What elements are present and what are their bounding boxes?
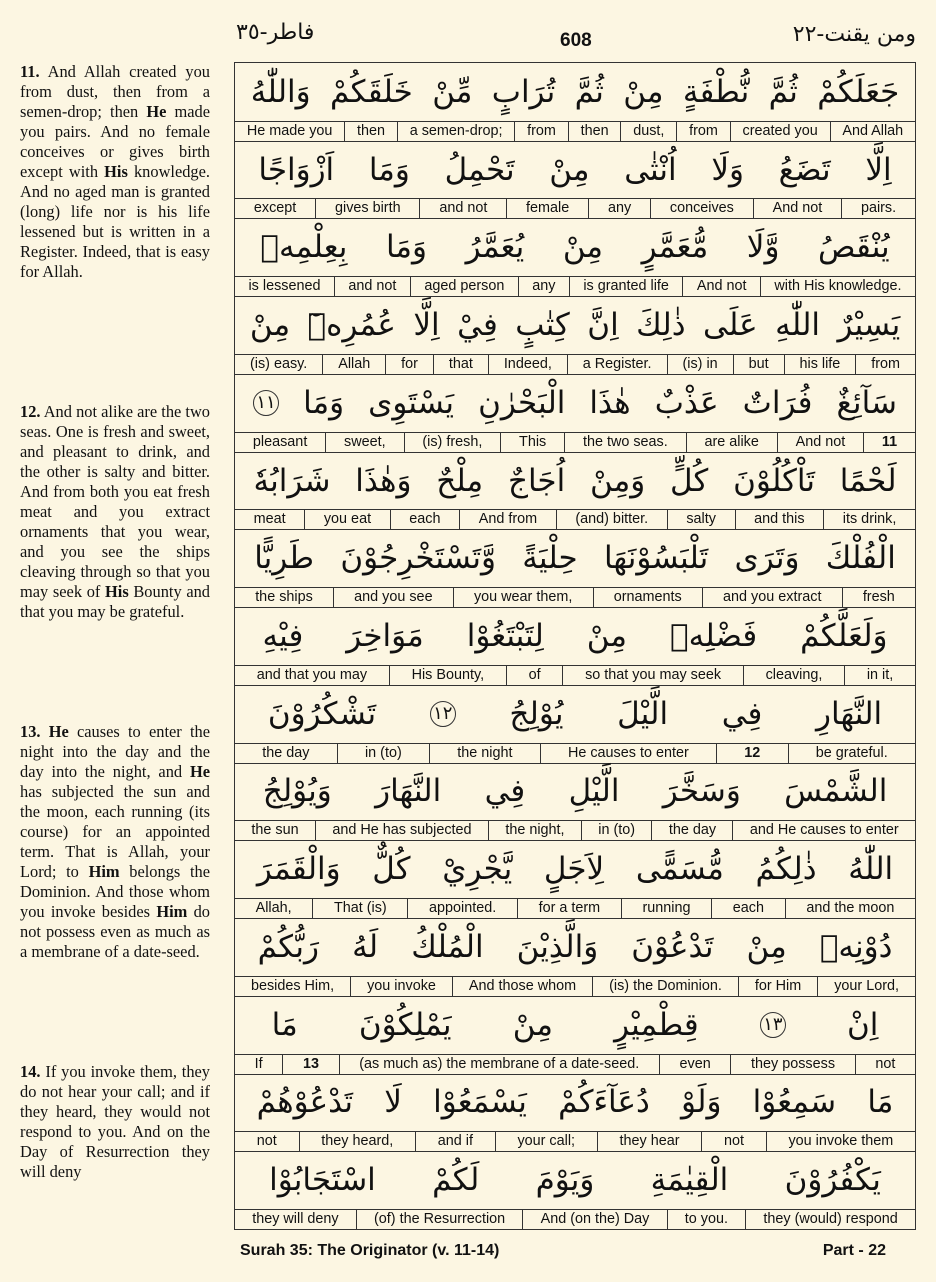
- arabic-word: اسْتَجَابُوْا: [269, 1162, 376, 1199]
- arabic-word: وَّلَا: [746, 229, 780, 266]
- table-row: [235, 296, 915, 375]
- translation-cell: Allah,: [255, 900, 292, 917]
- translation-cell: And not: [777, 433, 863, 453]
- table-row: [235, 1074, 915, 1153]
- translation-cell: (is) fresh,: [404, 433, 501, 453]
- translation-cell: then: [568, 122, 621, 142]
- arabic-word: مِّنْ: [432, 73, 473, 110]
- translation-line: [235, 820, 915, 841]
- table-row: [235, 996, 915, 1075]
- translation-cell: And (on the) Day: [522, 1210, 666, 1230]
- translation-cell: (is) in: [667, 355, 733, 375]
- verse-number-cell: 13: [282, 1055, 338, 1075]
- arabic-word: يَمْلِكُوْنَ: [358, 1006, 452, 1043]
- arabic-word: مُّعَمَّرٍ: [641, 229, 709, 266]
- arabic-word: يَسْتَوِى: [368, 384, 455, 421]
- arabic-word: ذٰلِكَ: [636, 307, 686, 344]
- translation-cell: ornaments: [593, 588, 702, 608]
- arabic-word: بِعِلْمِهٖ: [260, 229, 348, 266]
- arabic-word: يَسْمَعُوْا: [433, 1084, 527, 1121]
- arabic-word: اِلَّا: [413, 307, 440, 344]
- arabic-line: [235, 374, 915, 432]
- translation-cell: appointed.: [407, 899, 517, 919]
- translation-line: [235, 509, 915, 530]
- arabic-word: تَشْكُرُوْنَ: [267, 695, 377, 732]
- translation-cell: created you: [730, 122, 830, 142]
- translation-line: [235, 587, 915, 608]
- arabic-word: مُّسَمًّى: [635, 851, 724, 888]
- translation-cell: And from: [459, 510, 556, 530]
- translation-cell: If: [254, 1055, 263, 1072]
- translation-cell: is granted life: [569, 277, 683, 297]
- translation-line: [235, 354, 915, 375]
- translation-cell: even: [659, 1055, 731, 1075]
- translation-cell: they possess: [730, 1055, 854, 1075]
- arabic-word: لَا: [384, 1084, 402, 1121]
- arabic-word: تَحْمِلُ: [444, 151, 515, 188]
- verse-paragraph: 12. And not alike are the two seas. One is fresh and sweet, and pleasant to drink, and the other is salty and bitter. And from both you eat fresh meat and you extract ornaments that you wear, and you see the ships cleaving through so that you may seek of His Bounty and that you may be grateful.: [20, 402, 210, 621]
- arabic-line: [235, 452, 915, 510]
- translation-cell: they will deny: [252, 1210, 339, 1227]
- arabic-word: فِيْ: [457, 307, 498, 344]
- translation-cell: for a term: [517, 899, 621, 919]
- translation-cell: in (to): [337, 744, 429, 764]
- arabic-word: طَرِيًّا: [254, 540, 315, 577]
- translation-cell: cleaving,: [743, 666, 844, 686]
- arabic-line: [235, 141, 915, 199]
- verse-number-cell: 11: [863, 433, 915, 453]
- translation-cell: (is) easy.: [250, 355, 308, 372]
- verse-paragraph: 11. And Allah created you from dust, then from a semen-drop; then He made you pairs. And no female conceives or gives birth except with His knowledge. And no aged man is granted (long) life nor is his life lessened but is written in a Register. Indeed, that is easy for Allah.: [20, 62, 210, 281]
- table-row: [235, 918, 915, 997]
- translation-cell: (and) bitter.: [556, 510, 667, 530]
- arabic-word: سَمِعُوْا: [752, 1084, 837, 1121]
- page-footer: [0, 1236, 936, 1276]
- translation-cell: aged person: [410, 277, 518, 297]
- arabic-line: [235, 218, 915, 276]
- translation-cell: And not: [753, 199, 841, 219]
- arabic-word: يُعَمَّرُ: [465, 229, 525, 266]
- translation-cell: not: [256, 1133, 277, 1150]
- arabic-word: وَيُوْلِجُ: [262, 773, 332, 810]
- translation-cell: meat: [253, 511, 286, 528]
- translation-cell: (is) the Dominion.: [592, 977, 738, 997]
- arabic-word: سَآئِغٌ: [836, 384, 897, 421]
- translation-line: [235, 276, 915, 297]
- arabic-word: تُرَابٍ: [491, 73, 556, 110]
- table-row: [235, 763, 915, 842]
- arabic-word: هٰذَا: [589, 384, 631, 421]
- translation-cell: the night,: [488, 821, 581, 841]
- table-row: [235, 607, 915, 686]
- arabic-word: الْقِيٰمَةِ: [650, 1162, 729, 1199]
- arabic-word: وَالَّذِيْنَ: [516, 928, 599, 965]
- translation-cell: female: [506, 199, 588, 219]
- translation-cell: a semen-drop;: [397, 122, 514, 142]
- arabic-word: اُجَاجٌ: [507, 462, 566, 499]
- arabic-word: النَّهَارَ: [375, 773, 442, 810]
- translation-cell: gives birth: [315, 199, 419, 219]
- arabic-word: اِنَّ: [587, 307, 619, 344]
- translation-cell: you invoke: [350, 977, 452, 997]
- arabic-word: عُمُرِهٖٓ: [307, 307, 396, 344]
- translation-cell: you wear them,: [453, 588, 593, 608]
- arabic-word: وَلَا: [711, 151, 744, 188]
- arabic-word: الْمُلْكُ: [411, 928, 484, 965]
- translation-cell: and not: [419, 199, 506, 219]
- arabic-word: الشَّمْسَ: [784, 773, 888, 810]
- translation-cell: the night: [429, 744, 540, 764]
- arabic-word: وَلَعَلَّكُمْ: [800, 617, 888, 654]
- translation-cell: not: [855, 1055, 915, 1075]
- translation-cell: This: [500, 433, 564, 453]
- translation-cell: they hear: [597, 1132, 701, 1152]
- arabic-line: [235, 1074, 915, 1132]
- translation-line: [235, 976, 915, 997]
- arabic-word: يُوْلِجُ: [509, 695, 564, 732]
- table-row: [235, 141, 915, 220]
- arabic-word: مِنْ: [562, 229, 604, 266]
- translation-cell: running: [621, 899, 711, 919]
- translation-cell: so that you may seek: [562, 666, 742, 686]
- arabic-word: وَمَا: [368, 151, 410, 188]
- translation-cell: And not: [682, 277, 760, 297]
- arabic-line: [235, 996, 915, 1054]
- translation-cell: the sun: [251, 822, 299, 839]
- arabic-word: عَذْبٌ: [654, 384, 719, 421]
- arabic-word: مَوَاخِرَ: [346, 617, 424, 654]
- translation-cell: pairs.: [841, 199, 915, 219]
- arabic-word: جَعَلَكُمْ: [817, 73, 900, 110]
- table-row: [235, 840, 915, 919]
- translation-cell: and He causes to enter: [732, 821, 915, 841]
- verse-paragraph: 13. He causes to enter the night into the day and the day into the night, and He has subjected the sun and the moon, each running (its course) for an appointed term. That is Allah, your Lord; to Him belongs the Dominion. And those whom you invoke besides Him do not possess even as much as a membrane of a date-seed.: [20, 722, 210, 961]
- translation-line: [235, 432, 915, 453]
- arabic-word: تَضَعُ: [778, 151, 831, 188]
- arabic-word: ثُمَّ: [574, 73, 604, 110]
- table-row: [235, 374, 915, 453]
- translation-cell: and if: [415, 1132, 495, 1152]
- translation-cell: each: [711, 899, 785, 919]
- translation-cell: your Lord,: [817, 977, 915, 997]
- table-row: [235, 685, 915, 764]
- arabic-word: الَّيْلِ: [568, 773, 620, 810]
- arabic-word: مِنْ: [586, 617, 627, 654]
- arabic-line: [235, 763, 915, 821]
- translation-cell: He causes to enter: [540, 744, 716, 764]
- arabic-word: مِلْحٌ: [436, 462, 484, 499]
- translation-cell: but: [733, 355, 784, 375]
- translation-cell: for: [385, 355, 433, 375]
- arabic-word: الْبَحْرٰنِ: [478, 384, 566, 421]
- translation-cell: from: [676, 122, 729, 142]
- translation-cell: (as much as) the membrane of a date-seed.: [339, 1055, 659, 1075]
- surah-name-arabic: فاطر-٣٥: [236, 20, 315, 45]
- translation-cell: the day: [651, 821, 732, 841]
- arabic-word: وَتَرَى: [734, 540, 800, 577]
- arabic-line: [235, 529, 915, 587]
- arabic-word: تَدْعُوْهُمْ: [256, 1084, 353, 1121]
- table-row: [235, 452, 915, 531]
- ayah-number-marker: ١٢: [430, 701, 456, 727]
- translation-cell: and not: [334, 277, 410, 297]
- arabic-word: تَدْعُوْنَ: [631, 928, 714, 965]
- page-number: 608: [560, 30, 592, 51]
- translation-cell: your call;: [495, 1132, 597, 1152]
- translation-cell: He made you: [246, 122, 333, 139]
- arabic-word: كُلٌّ: [372, 851, 411, 888]
- translation-cell: with His knowledge.: [760, 277, 915, 297]
- arabic-line: [235, 607, 915, 665]
- translation-cell: each: [390, 510, 459, 530]
- arabic-word: يَكْفُرُوْنَ: [784, 1162, 881, 1199]
- translation-cell: and that you may: [256, 666, 368, 683]
- arabic-word: لِاَجَلٍ: [543, 851, 605, 888]
- translation-line: [235, 665, 915, 686]
- arabic-word: اِنْ: [847, 1006, 879, 1043]
- arabic-line: [235, 918, 915, 976]
- arabic-word: وَمَا: [303, 384, 345, 421]
- translation-cell: and He has subjected: [315, 821, 488, 841]
- arabic-word: اُنْثٰى: [624, 151, 677, 188]
- arabic-word: لَهُ: [352, 928, 379, 965]
- translation-cell: any: [588, 199, 650, 219]
- translation-cell: they heard,: [299, 1132, 415, 1152]
- part-number: Part - 22: [822, 1242, 886, 1259]
- arabic-word: حِلْيَةً: [522, 540, 578, 577]
- arabic-word: وَسَخَّرَ: [662, 773, 741, 810]
- arabic-word: الَّيْلَ: [617, 695, 669, 732]
- arabic-word: وَمَا: [385, 229, 428, 266]
- arabic-word: النَّهَارِ: [816, 695, 883, 732]
- translation-line: [235, 1054, 915, 1075]
- arabic-word: اللّٰهُ: [848, 851, 894, 888]
- arabic-word: فَضْلِهٖ: [669, 617, 758, 654]
- arabic-word: كِتٰبٍ: [515, 307, 570, 344]
- arabic-word: وَمِنْ: [590, 462, 646, 499]
- surah-reference: Surah 35: The Originator (v. 11-14): [240, 1242, 500, 1259]
- arabic-word: تَلْبَسُوْنَهَا: [603, 540, 709, 577]
- translation-cell: fresh: [842, 588, 915, 608]
- translation-cell: you eat: [304, 510, 389, 530]
- arabic-word: رَبُّكُمْ: [257, 928, 319, 965]
- translation-cell: (of) the Resurrection: [356, 1210, 523, 1230]
- arabic-word: دُعَآءَكُمْ: [558, 1084, 650, 1121]
- translation-line: [235, 1131, 915, 1152]
- translation-cell: and the moon: [785, 899, 915, 919]
- translation-cell: And Allah: [830, 122, 915, 142]
- translation-cell: pleasant: [252, 433, 308, 450]
- translation-cell: they (would) respond: [745, 1210, 915, 1230]
- translation-cell: be grateful.: [788, 744, 916, 764]
- translation-cell: any: [518, 277, 569, 297]
- arabic-word: عَلَى: [703, 307, 758, 344]
- arabic-word: دُوْنِهٖ: [819, 928, 893, 965]
- arabic-word: فِيْهِ: [262, 617, 304, 654]
- arabic-word: الْفُلْكَ: [825, 540, 896, 577]
- translation-cell: His Bounty,: [389, 666, 506, 686]
- arabic-word: فُرَاتٌ: [742, 384, 813, 421]
- arabic-word: وَهٰذَا: [355, 462, 412, 499]
- translation-cell: And those whom: [452, 977, 592, 997]
- arabic-word: مِنْ: [623, 73, 664, 110]
- arabic-word: يُنْقَصُ: [818, 229, 890, 266]
- translation-cell: from: [514, 122, 567, 142]
- translation-cell: the day: [262, 744, 310, 761]
- translation-cell: sweet,: [325, 433, 403, 453]
- arabic-word: مَا: [271, 1006, 298, 1043]
- verse-number-cell: 12: [716, 744, 788, 764]
- translation-cell: in it,: [844, 666, 915, 686]
- arabic-word: ثُمَّ: [768, 73, 798, 110]
- arabic-word: تَاْكُلُوْنَ: [733, 462, 815, 499]
- translation-cell: besides Him,: [250, 977, 335, 994]
- translation-cell: except: [253, 200, 297, 217]
- translation-cell: the ships: [255, 589, 313, 606]
- translation-cell: and this: [735, 510, 824, 530]
- arabic-word: قِطْمِيْرٍ: [614, 1006, 699, 1043]
- translation-cell: to you.: [667, 1210, 746, 1230]
- translation-cell: is lessened: [248, 278, 321, 295]
- translation-cell: salty: [667, 510, 735, 530]
- arabic-word: ذٰلِكُمُ: [755, 851, 817, 888]
- translation-line: [235, 198, 915, 219]
- arabic-word: لَحْمًا: [839, 462, 897, 499]
- table-row: [235, 63, 915, 142]
- translation-cell: are alike: [686, 433, 777, 453]
- translation-cell: conceives: [650, 199, 753, 219]
- page-header: [0, 0, 936, 60]
- arabic-word: وَّتَسْتَخْرِجُوْنَ: [340, 540, 497, 577]
- translation-line: [235, 743, 915, 764]
- arabic-word: شَرَابُهٗ: [253, 462, 331, 499]
- translation-cell: you invoke them: [766, 1132, 915, 1152]
- arabic-word: يَّجْرِيْ: [442, 851, 513, 888]
- verse-paragraph: 14. If you invoke them, they do not hear your call; and if they heard, they would not respond to you. And on the Day of Resurrection they will deny: [20, 1062, 210, 1181]
- translation-cell: the two seas.: [564, 433, 686, 453]
- arabic-line: [235, 1151, 915, 1209]
- table-row: [235, 218, 915, 297]
- arabic-word: لِتَبْتَغُوْا: [466, 617, 544, 654]
- arabic-word: وَالْقَمَرَ: [256, 851, 341, 888]
- translation-cell: and you extract: [702, 588, 842, 608]
- arabic-line: [235, 296, 915, 354]
- arabic-word: كُلٍّ: [670, 462, 709, 499]
- translation-cell: That (is): [312, 899, 407, 919]
- arabic-word: يَسِيْرٌ: [837, 307, 901, 344]
- arabic-word: اِلَّا: [865, 151, 892, 188]
- arabic-word: مَا: [867, 1084, 894, 1121]
- translation-cell: Indeed,: [488, 355, 567, 375]
- translation-cell: not: [701, 1132, 765, 1152]
- arabic-word: فِي: [721, 695, 763, 732]
- translation-cell: its drink,: [823, 510, 915, 530]
- arabic-line: [235, 63, 915, 121]
- arabic-word: مِنْ: [249, 307, 291, 344]
- translation-cell: of: [506, 666, 563, 686]
- arabic-line: [235, 685, 915, 743]
- translation-cell: in (to): [581, 821, 652, 841]
- word-by-word-table: [234, 62, 916, 1230]
- ayah-number-marker: ١٣: [760, 1012, 786, 1038]
- arabic-word: وَيَوْمَ: [535, 1162, 595, 1199]
- translation-cell: that: [433, 355, 488, 375]
- translation-cell: and you see: [333, 588, 453, 608]
- translation-line: [235, 1209, 915, 1230]
- translation-cell: Allah: [322, 355, 385, 375]
- arabic-word: خَلَقَكُمْ: [329, 73, 413, 110]
- translation-cell: from: [855, 355, 915, 375]
- translation-line: [235, 898, 915, 919]
- table-row: [235, 529, 915, 608]
- arabic-word: اللّٰهِ: [775, 307, 821, 344]
- arabic-word: مِنْ: [549, 151, 590, 188]
- arabic-word: نُّطْفَةٍ: [682, 73, 750, 110]
- translation-cell: then: [344, 122, 397, 142]
- arabic-word: مِنْ: [746, 928, 787, 965]
- arabic-word: وَلَوْ: [681, 1084, 722, 1121]
- translation-line: [235, 121, 915, 142]
- arabic-word: لَكُمْ: [432, 1162, 480, 1199]
- table-row: [235, 1151, 915, 1229]
- juz-name-arabic: ومن يقنت-٢٢: [792, 22, 916, 47]
- arabic-word: اَزْوَاجًا: [258, 151, 335, 188]
- translation-cell: his life: [784, 355, 856, 375]
- arabic-word: وَاللّٰهُ: [250, 73, 311, 110]
- arabic-word: مِنْ: [512, 1006, 553, 1043]
- translation-cell: for Him: [738, 977, 817, 997]
- translation-cell: dust,: [620, 122, 676, 142]
- arabic-word: فِي: [484, 773, 526, 810]
- ayah-number-marker: ١١: [253, 390, 279, 416]
- translation-cell: a Register.: [567, 355, 667, 375]
- arabic-line: [235, 840, 915, 898]
